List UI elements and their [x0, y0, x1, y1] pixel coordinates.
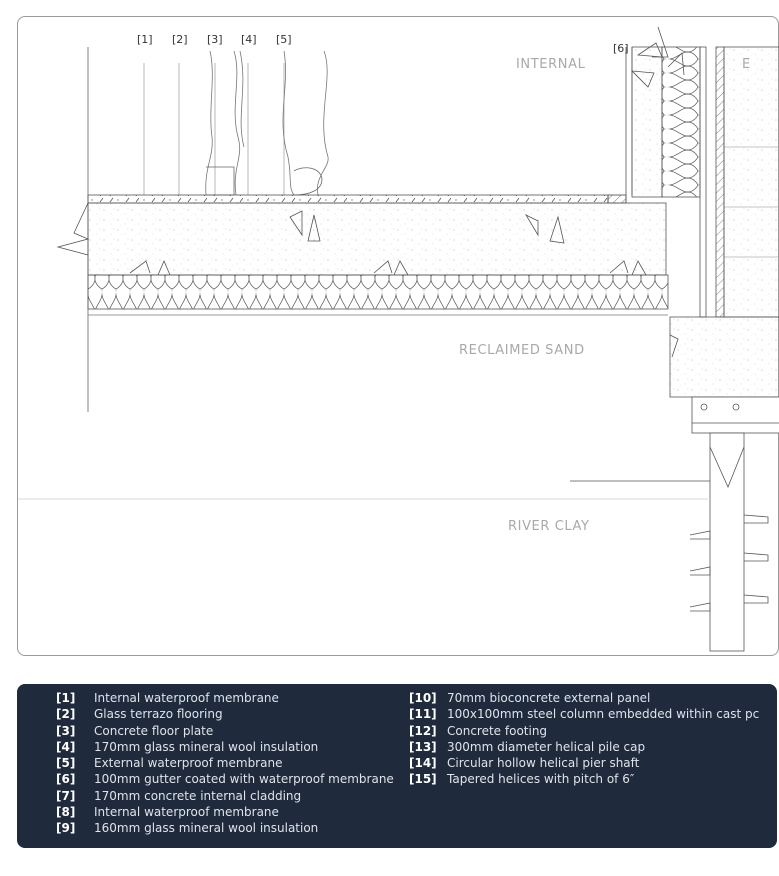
legend-item	[56, 820, 394, 836]
legend-item	[409, 706, 759, 722]
legend-text: Concrete floor plate	[94, 723, 214, 738]
legend-num: [2]	[56, 707, 76, 722]
terrazzo-floor	[88, 195, 608, 203]
legend-item	[56, 739, 394, 755]
section-drawing	[17, 16, 779, 656]
zone-reclaimed-sand-label: RECLAIMED SAND	[459, 343, 585, 358]
legend-num: [7]	[56, 788, 76, 803]
callout-4: [4]	[241, 33, 257, 46]
legend-text: Internal waterproof membrane	[94, 691, 279, 705]
concrete-footing	[670, 317, 779, 397]
zone-internal-label: INTERNAL	[516, 57, 586, 72]
legend-item	[409, 771, 759, 787]
legend-num: [13]	[409, 739, 437, 754]
legend-text: 170mm concrete internal cladding	[94, 788, 302, 803]
legend-num: [9]	[56, 821, 76, 836]
callout-2: [2]	[172, 33, 188, 46]
legend-item	[56, 723, 394, 739]
callout-1: [1]	[137, 33, 153, 46]
callout-3: [3]	[207, 33, 223, 46]
section-detail-svg	[18, 17, 778, 655]
callout-5: [5]	[276, 33, 292, 46]
legend-text: Tapered helices with pitch of 6″	[447, 772, 635, 787]
legend-num: [1]	[56, 691, 76, 705]
legend-item	[56, 755, 394, 771]
legend-text: Concrete footing	[447, 723, 548, 738]
legend-panel	[17, 684, 777, 848]
zone-external-label: E	[742, 57, 751, 72]
legend-item	[409, 739, 759, 755]
legend-item	[56, 690, 394, 706]
callout-leaders	[144, 63, 284, 195]
steel-column	[716, 47, 724, 317]
legend-item	[409, 690, 759, 706]
legend-item	[56, 804, 394, 820]
legend-text: 100mm gutter coated with waterproof membrane	[94, 772, 394, 787]
legend-num: [10]	[409, 691, 437, 705]
legend-text: 100x100mm steel column embedded within cast pc	[447, 707, 760, 722]
external-panel	[724, 47, 779, 317]
legend-item	[56, 788, 394, 804]
helical-pile-cap	[692, 397, 779, 433]
legend-num: [11]	[409, 707, 437, 722]
legend-column-right	[409, 690, 759, 788]
legend-text: Circular hollow helical pier shaft	[447, 756, 640, 771]
legend-num: [6]	[56, 772, 76, 787]
underfloor-insulation	[88, 275, 668, 309]
legend-text: 170mm glass mineral wool insulation	[94, 739, 319, 754]
concrete-floor-plate	[88, 203, 666, 275]
legend-text: Internal waterproof membrane	[94, 805, 279, 820]
legend-text: 160mm glass mineral wool insulation	[94, 821, 319, 836]
callout-6: [6]	[613, 42, 629, 55]
gutter	[608, 195, 626, 203]
internal-cladding	[632, 47, 662, 197]
legend-item	[56, 706, 394, 722]
membrane-curves	[206, 51, 328, 195]
legend-num: [3]	[56, 723, 76, 738]
legend-text: 300mm diameter helical pile cap	[447, 739, 646, 754]
legend-text: 70mm bioconcrete external panel	[447, 691, 651, 705]
helical-pier-shaft	[710, 433, 744, 651]
legend-column-left	[56, 690, 394, 837]
legend-num: [8]	[56, 805, 76, 820]
legend-num: [5]	[56, 756, 76, 771]
legend-text: Glass terrazo flooring	[94, 707, 223, 722]
legend-num: [4]	[56, 739, 76, 754]
legend-num: [15]	[409, 772, 437, 787]
legend-num: [12]	[409, 723, 437, 738]
legend-text: External waterproof membrane	[94, 756, 283, 771]
legend-item	[409, 755, 759, 771]
wall-insulation	[662, 47, 700, 197]
legend-num: [14]	[409, 756, 437, 771]
legend-item	[409, 723, 759, 739]
zone-river-clay-label: RIVER CLAY	[508, 519, 590, 534]
legend-item	[56, 771, 394, 787]
